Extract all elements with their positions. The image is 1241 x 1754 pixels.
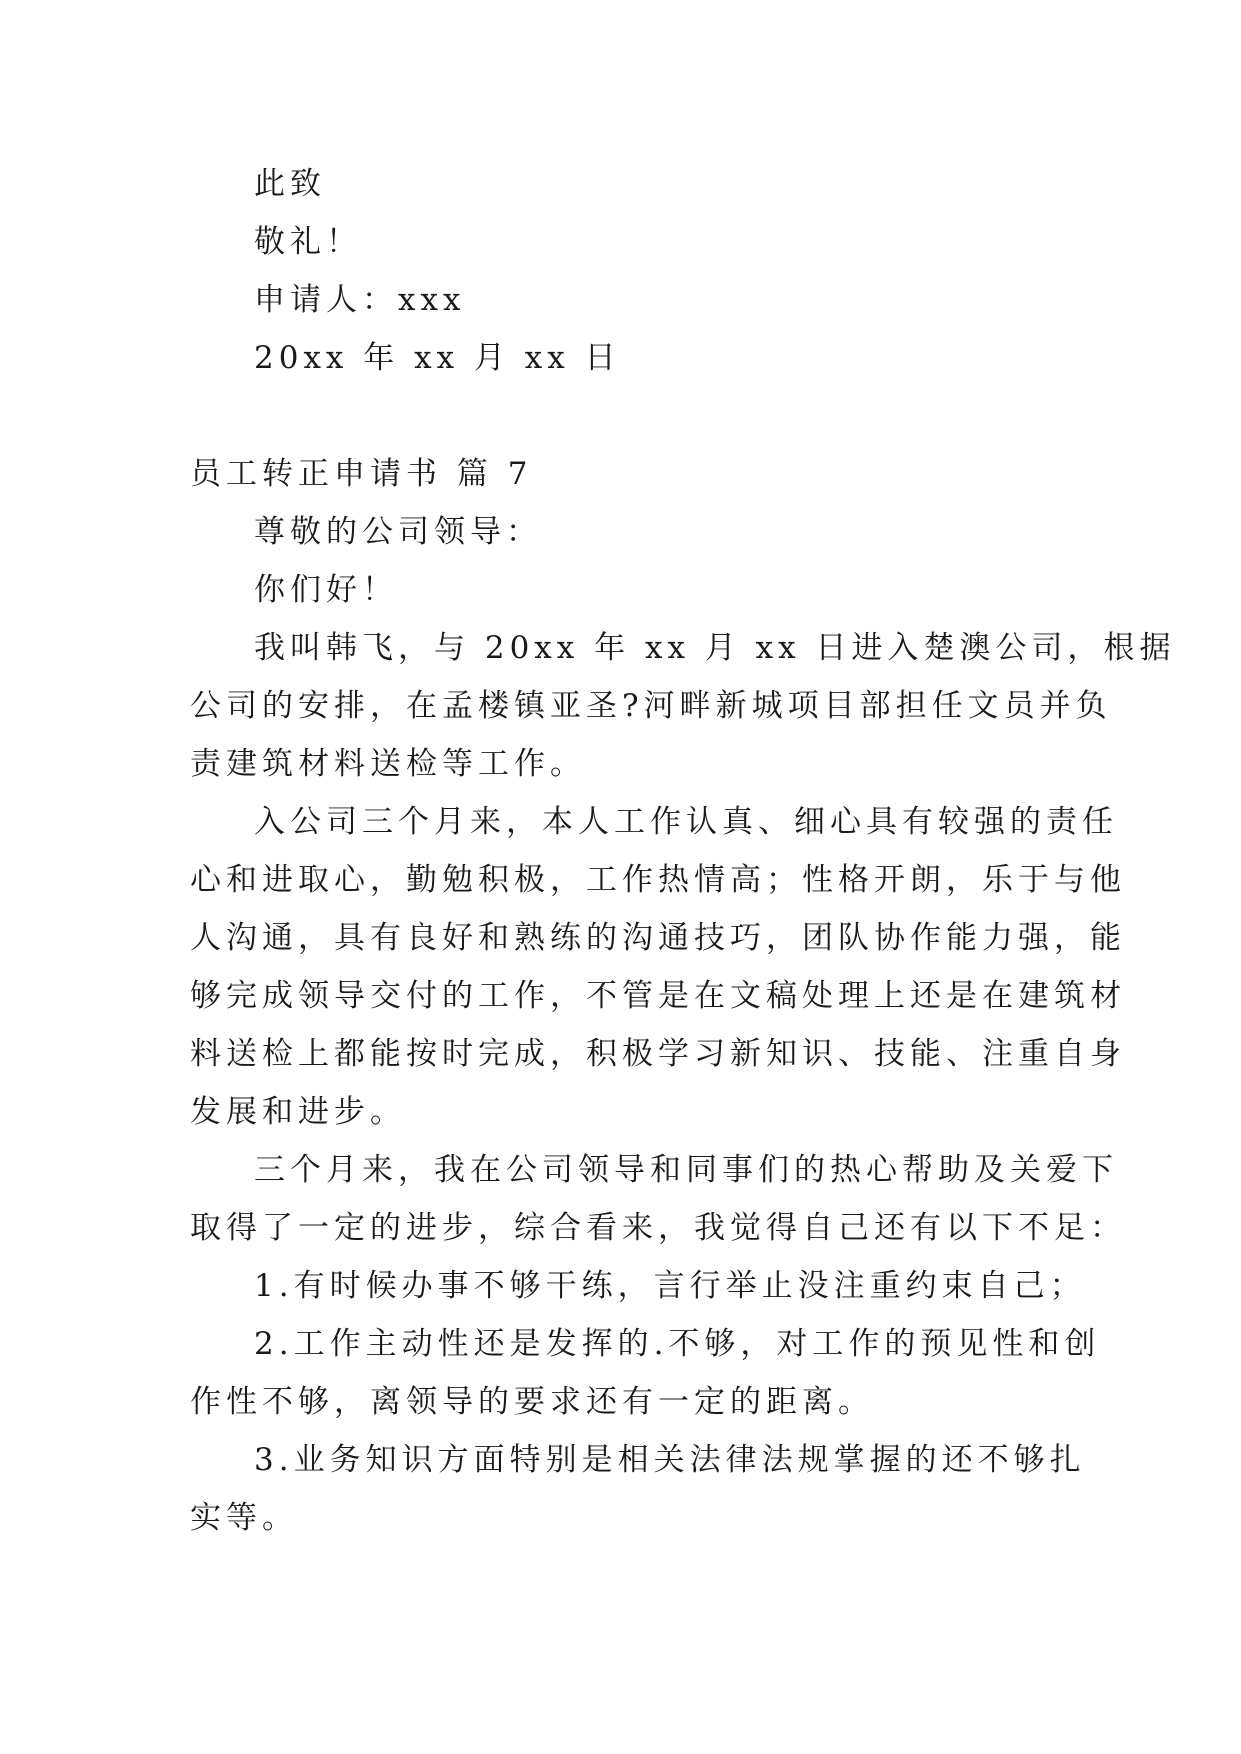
closing-regards: 敬礼！ [254,224,362,260]
paragraph-performance-line: 料送检上都能按时完成，积极学习新知识、技能、注重自身 [190,1036,1126,1072]
greeting-recipient: 尊敬的公司领导： [254,514,542,550]
paragraph-shortcomings-line: 取得了一定的进步，综合看来，我觉得自己还有以下不足： [190,1210,1126,1246]
paragraph-performance-line: 发展和进步。 [190,1094,406,1130]
list-item-1: 1.有时候办事不够干练，言行举止没注重约束自己； [254,1268,1086,1304]
paragraph-intro-line: 责建筑材料送检等工作。 [190,746,586,782]
closing-salutation: 此致 [254,166,326,202]
section-title: 员工转正申请书 篇 7 [190,456,533,492]
list-item-3-line: 3.业务知识方面特别是相关法律法规掌握的还不够扎 [254,1442,1086,1478]
paragraph-performance-line: 心和进取心，勤勉积极，工作热情高；性格开朗，乐于与他 [190,862,1126,898]
paragraph-performance-line: 人沟通，具有良好和熟练的沟通技巧，团队协作能力强，能 [190,920,1126,956]
greeting: 你们好！ [254,572,398,608]
paragraph-performance-line: 够完成领导交付的工作，不管是在文稿处理上还是在建筑材 [190,978,1126,1014]
paragraph-performance-line: 入公司三个月来，本人工作认真、细心具有较强的责任 [254,804,1118,840]
paragraph-intro-line: 公司的安排，在孟楼镇亚圣?河畔新城项目部担任文员并负 [190,688,1112,724]
paragraph-shortcomings-line: 三个月来，我在公司领导和同事们的热心帮助及关爱下 [254,1152,1118,1188]
list-item-3-line: 实等。 [190,1500,298,1536]
list-item-2-line: 作性不够，离领导的要求还有一定的距离。 [190,1384,874,1420]
applicant-signature: 申请人：xxx [254,282,466,318]
closing-date: 20xx 年 xx 月 xx 日 [254,340,621,376]
list-item-2-line: 2.工作主动性还是发挥的.不够，对工作的预见性和创 [254,1326,1101,1362]
paragraph-intro-line: 我叫韩飞，与 20xx 年 xx 月 xx 日进入楚澳公司，根据 [254,630,1176,666]
